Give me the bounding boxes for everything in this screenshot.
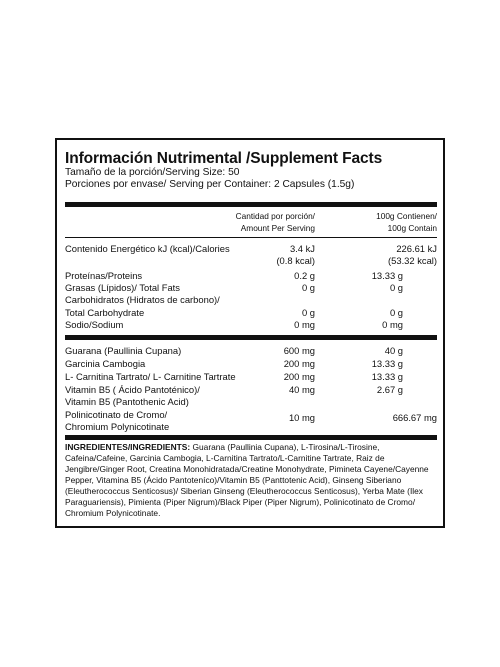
nutrient-per100: 0 mg [382, 319, 403, 330]
nutrient-serving: 0 g [301, 282, 315, 293]
active-per100: 40 g [384, 345, 403, 356]
active-label-line2: Chromium Polynicotinate [65, 421, 170, 432]
header-per-100g-2: 100g Contain [387, 223, 437, 233]
supplement-facts-panel [55, 138, 445, 528]
thick-divider [65, 202, 437, 207]
active-per100: 2.67 g [376, 384, 403, 395]
nutrient-per100: 0 g [389, 282, 403, 293]
active-serving: 600 mg [283, 345, 315, 356]
active-serving: 40 mg [288, 384, 315, 395]
servings-per-container: Porciones por envase/ Serving per Container: 2 Capsules (1.5g) [65, 178, 355, 190]
active-per100: 13.33 g [371, 371, 403, 382]
header-per-serving-1: Cantidad por porción/ [235, 211, 315, 221]
panel-content [65, 150, 437, 518]
header-per-serving-2: Amount Per Serving [240, 223, 315, 233]
active-label: L- Carnitina Tartrato/ L- Carnitine Tartrate [65, 371, 236, 382]
active-serving: 10 mg [288, 412, 315, 423]
nutrient-label: Proteínas/Proteins [65, 270, 143, 281]
serving-size: Tamaño de la porción/Serving Size: 50 [65, 167, 240, 178]
ingredients-text: Guarana (Paullinia Cupana), L-Tirosina/L-Tirosine, Cafeina/Cafeine, Garcinia Cambogia, L-Carnitina Tartrato/L-Carnitine Tartrate, Raiz de Jengibre/Ginger Root, Creatina Monohidratada/Creatine Monohydrate, Pimineta Cayene/Cayenne Pepper, Vitamina B5 (Ácido Pantoteníco)/Vitamin B5 (Panttotenic Acid), Ginseng Siberiano (Eleutherococcus Senticosus)/ Siberian Ginseng (Eleutherococcus Senticosus), Yerba Mate (Ilex Paraguariensis), Pimienta (Piper Nigrum)/Black Piper (Piper Nigrum), Polinicotinato de Cromo/ Chromium Polynicotinate. [65, 442, 429, 518]
ingredients-block [65, 442, 437, 519]
active-label: Vitamin B5 ( Ácido Pantoténico)/ [65, 384, 200, 395]
active-label: Polinicotinato de Cromo/ [65, 409, 168, 420]
energy-label: Contenido Energético kJ (kcal)/Calories [65, 243, 230, 254]
active-label: Garcinia Cambogia [65, 358, 146, 369]
active-per100: 666.67 mg [392, 412, 437, 423]
active-label-line2: Vitamin B5 (Pantothenic Acid) [65, 396, 189, 407]
thick-divider [65, 335, 437, 340]
nutrient-label: Sodio/Sodium [65, 319, 124, 330]
nutrient-per100: 13.33 g [371, 270, 403, 281]
nutrient-serving: 0 mg [294, 319, 315, 330]
nutrient-label: Carbohidratos (Hidratos de carbono)/ [65, 294, 220, 305]
active-serving: 200 mg [283, 371, 315, 382]
thick-divider [65, 435, 437, 440]
nutrient-label-line2: Total Carbohydrate [65, 307, 145, 318]
nutrient-per100: 0 g [389, 307, 403, 318]
header-per-100g-1: 100g Contienen/ [376, 211, 437, 221]
panel-title: Información Nutrimental /Supplement Facts [65, 150, 383, 167]
energy-serving-kcal: (0.8 kcal) [276, 255, 315, 266]
active-serving: 200 mg [283, 358, 315, 369]
energy-per100-kcal: (53.32 kcal) [388, 255, 437, 266]
energy-per100-kj: 226.61 kJ [396, 243, 437, 254]
nutrient-serving: 0.2 g [294, 270, 315, 281]
ingredients-heading: INGREDIENTES/INGREDIENTS: [65, 442, 191, 452]
active-per100: 13.33 g [371, 358, 403, 369]
energy-serving-kj: 3.4 kJ [289, 243, 315, 254]
thin-divider [65, 237, 437, 238]
nutrient-serving: 0 g [301, 307, 315, 318]
nutrient-label: Grasas (Lípidos)/ Total Fats [65, 282, 180, 293]
active-label: Guarana (Paullinia Cupana) [65, 345, 182, 356]
